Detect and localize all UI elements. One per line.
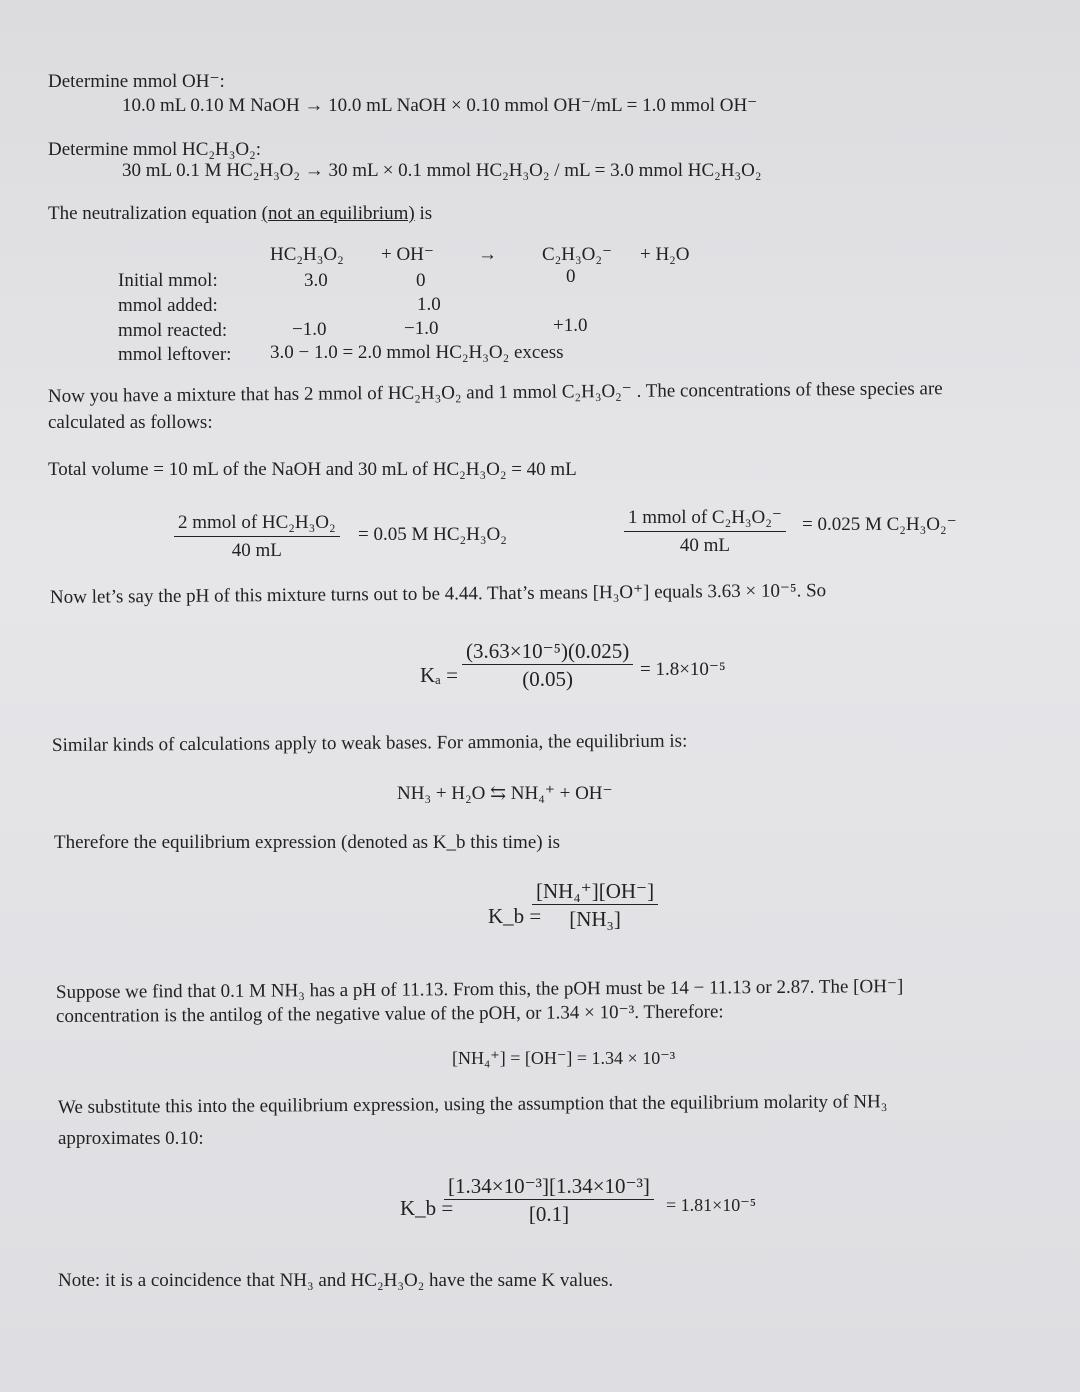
species-hydroxide: + OH⁻ xyxy=(381,244,434,265)
species-water: + H₂O xyxy=(640,244,690,265)
initial-hydroxide: 0 xyxy=(416,270,426,291)
total-volume: Total volume = 10 mL of the NaOH and 30 mL of HC₂H₃O₂ = 40 mL xyxy=(48,459,577,480)
kb-calc-lhs: K_b = xyxy=(400,1196,454,1220)
ka-fraction xyxy=(462,640,633,690)
added-hydroxide: 1.0 xyxy=(417,294,441,315)
kb-calc-fraction xyxy=(444,1175,654,1225)
ka-numerator: (3.63×10⁻⁵)(0.025) xyxy=(462,640,633,665)
oh-calculation: 10.0 mL 0.10 M NaOH → 10.0 mL NaOH × 0.10 mmol OH⁻/mL = 1.0 mmol OH⁻ xyxy=(122,95,758,116)
acid-conc-denominator: 40 mL xyxy=(231,540,282,561)
row-label-added: mmol added: xyxy=(118,295,218,316)
acid-heading: Determine mmol HC₂H₃O₂: xyxy=(48,139,262,160)
nh4-equation: [NH₄⁺] = [OH⁻] = 1.34 × 10⁻³ xyxy=(452,1048,676,1068)
initial-acid: 3.0 xyxy=(304,270,328,291)
acid-calculation: 30 mL 0.1 M HC₂H₃O₂ → 30 mL × 0.1 mmol HC₂H₃O₂ / mL = 3.0 mmol HC₂H₃O₂ xyxy=(122,160,762,181)
acid-conc-result: = 0.05 M HC₂H₃O₂ xyxy=(358,524,507,545)
acid-conc-numerator: 2 mmol of HC₂H₃O₂ xyxy=(174,512,340,537)
kb-calc-denominator: [0.1] xyxy=(528,1202,570,1226)
weak-bases-line: Similar kinds of calculations apply to weak bases. For ammonia, the equilibrium is: xyxy=(51,730,688,756)
species-acid: HC₂H₃O₂ xyxy=(270,244,344,265)
row-label-leftover: mmol leftover: xyxy=(118,344,232,365)
oh-heading: Determine mmol OH⁻: xyxy=(48,71,225,92)
kb-fraction xyxy=(532,880,658,930)
note-line: Note: it is a coincidence that NH₃ and HC₂H₃O₂ have the same K values. xyxy=(58,1270,614,1291)
ammonia-equation: NH₃ + H₂O ⇆ NH₄⁺ + OH⁻ xyxy=(397,783,613,804)
kb-numerator: [NH₄⁺][OH⁻] xyxy=(532,880,658,905)
base-conc-result: = 0.025 M C₂H₃O₂⁻ xyxy=(802,514,957,535)
reaction-arrow: → xyxy=(478,244,497,265)
intro-end: is xyxy=(419,203,433,224)
substitute-line-2: approximates 0.10: xyxy=(58,1128,204,1149)
suppose-line-2: concentration is the antilog of the negative value of the pOH, or 1.34 × 10⁻³. Therefore: xyxy=(55,1001,724,1027)
leftover-result: 3.0 − 1.0 = 2.0 mmol HC₂H₃O₂ excess xyxy=(270,342,564,363)
intro-note: (not an equilibrium) xyxy=(261,203,415,224)
acid-conc-fraction xyxy=(174,512,340,562)
ka-denominator: (0.05) xyxy=(522,667,573,691)
kb-lhs: K_b = xyxy=(488,904,542,928)
base-conc-denominator: 40 mL xyxy=(679,535,731,556)
kb-calc-numerator: [1.34×10⁻³][1.34×10⁻³] xyxy=(444,1175,654,1200)
kb-calc-result: = 1.81×10⁻⁵ xyxy=(666,1195,757,1215)
kb-intro: Therefore the equilibrium expression (denoted as K_b this time) is xyxy=(54,832,561,853)
ka-lhs: Kₐ = xyxy=(420,663,459,687)
kb-denominator: [NH₃] xyxy=(569,907,621,931)
ka-result: = 1.8×10⁻⁵ xyxy=(640,659,726,680)
base-conc-fraction xyxy=(624,507,786,557)
intro-text: The neutralization equation xyxy=(48,203,257,224)
neutralization-intro xyxy=(48,203,432,225)
reacted-hydroxide: −1.0 xyxy=(404,318,439,339)
ph-line: Now let’s say the pH of this mixture turns out to be 4.44. That’s means [H₃O⁺] equals 3.63 × 10⁻⁵. So xyxy=(49,580,827,608)
species-acetate: C₂H₃O₂⁻ xyxy=(542,244,613,265)
initial-acetate: 0 xyxy=(566,266,576,287)
mixture-line-1: Now you have a mixture that has 2 mmol of HC₂H₃O₂ and 1 mmol C₂H₃O₂⁻ . The concentrations of these species are xyxy=(47,378,943,407)
mixture-line-2: calculated as follows: xyxy=(48,412,213,433)
row-label-initial: Initial mmol: xyxy=(118,270,218,291)
reacted-acetate: +1.0 xyxy=(553,315,588,336)
substitute-line-1: We substitute this into the equilibrium expression, using the assumption that the equilibrium molarity of NH₃ xyxy=(57,1091,888,1118)
reacted-acid: −1.0 xyxy=(292,319,327,340)
suppose-line-1: Suppose we find that 0.1 M NH₃ has a pH of 11.13. From this, the pOH must be 14 − 11.13 or 2.87. The [OH⁻] xyxy=(55,976,904,1003)
row-label-reacted: mmol reacted: xyxy=(118,320,228,341)
base-conc-numerator: 1 mmol of C₂H₃O₂⁻ xyxy=(624,507,786,532)
